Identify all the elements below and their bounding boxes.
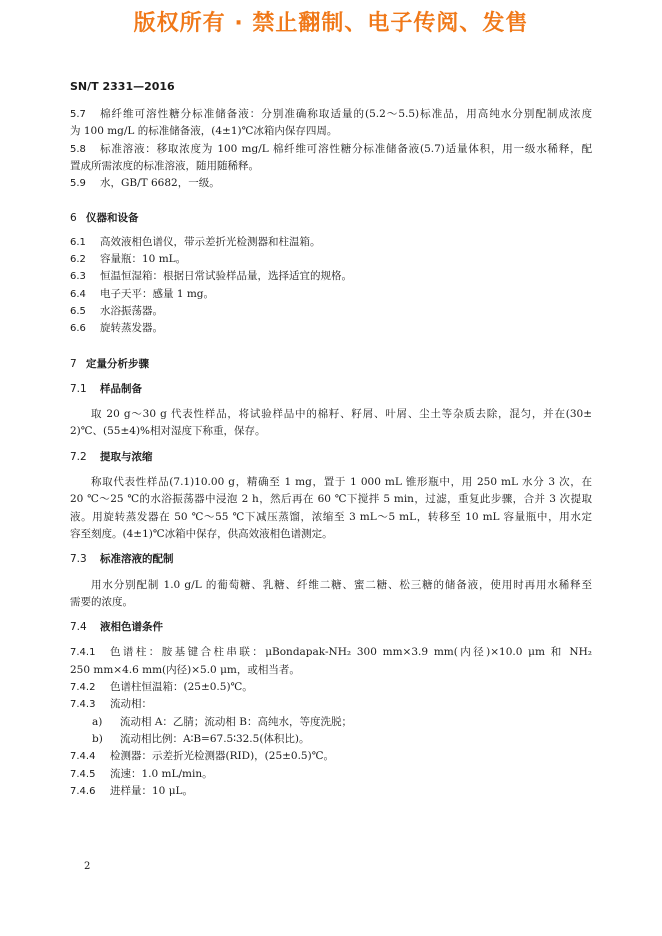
clause-7-4-2 — [70, 679, 592, 696]
clause-5-7 — [70, 106, 592, 123]
clause-number: 7.4.4 — [70, 751, 96, 763]
clause-7-4-1 — [70, 644, 592, 661]
clause-text: 高效液相色谱仪，带示差折光检测器和柱温箱。 — [100, 235, 321, 248]
clause-continuation: 250 mm×4.6 mm(内径)×5.0 μm，或相当者。 — [70, 663, 300, 676]
clause-number: 5.8 — [70, 143, 86, 155]
clause-number: 7.4.6 — [70, 785, 96, 797]
clause-text: 标准溶液：移取浓度为 100 mg/L 棉纤维可溶性糖分标准储备液(5.7)适量体积，用一级水稀释，配 — [100, 142, 592, 155]
section-7-heading — [70, 356, 592, 373]
clause-text: 棉纤维可溶性糖分标准储备液：分别准确称取适量的(5.2～5.5)标准品，用高纯水分别配制成浓度 — [100, 108, 592, 120]
subsection-7-2-heading — [70, 449, 592, 466]
clause-text: 色谱柱：胺基键合柱串联：μBondapak-NH₂ 300 mm×3.9 mm(内径)×10.0 μm 和 NH₂ — [110, 646, 592, 659]
clause-number: 6.1 — [70, 236, 86, 248]
paragraph-line: 20 ℃～25 ℃的水浴振荡器中浸泡 2 h，然后再在 60 ℃下搅拌 5 min，过滤，重复此步骤，合并 3 次提取 — [70, 493, 592, 506]
clause-6-2 — [70, 251, 592, 268]
list-item-text: 流动相比例：A∶B=67.5∶32.5(体积比)。 — [120, 732, 310, 745]
subsection-number: 7.1 — [70, 382, 87, 395]
clause-7-4-5 — [70, 766, 592, 783]
clause-7-4-6 — [70, 783, 592, 800]
subsection-title: 提取与浓缩 — [100, 450, 153, 463]
paragraph-line: 需要的浓度。 — [70, 595, 133, 608]
clause-text: 进样量：10 μL。 — [110, 784, 193, 797]
list-item — [70, 731, 592, 748]
clause-7-4-4 — [70, 748, 592, 765]
clause-text: 水浴振荡器。 — [100, 304, 163, 317]
clause-5-8 — [70, 141, 592, 158]
list-item-text: 流动相 A：乙腈；流动相 B：高纯水，等度洗脱； — [120, 715, 352, 728]
clause-number: 6.4 — [70, 288, 86, 300]
clause-number: 7.4.1 — [70, 647, 96, 659]
page-number: 2 — [84, 861, 91, 872]
list-marker: a) — [92, 715, 103, 728]
clause-number: 5.7 — [70, 109, 86, 120]
clause-continuation: 置成所需浓度的标准溶液，随用随稀释。 — [70, 159, 259, 172]
paragraph-line: 称取代表性样品(7.1)10.00 g，精确至 1 mg，置于 1 000 mL 锥形瓶中，用 250 mL 水分 3 次，在 — [91, 476, 592, 489]
copyright-watermark: 版权所有 · 禁止翻制、电子传阅、发售 — [133, 11, 529, 36]
clause-number: 6.2 — [70, 254, 86, 266]
subsection-7-3-heading — [70, 551, 592, 568]
subsection-title: 液相色谱条件 — [100, 621, 163, 634]
clause-text: 流动相： — [110, 698, 152, 711]
subsection-7-1-heading — [70, 381, 592, 398]
clause-number: 7.4.2 — [70, 682, 96, 694]
clause-text: 流速：1.0 mL/min。 — [110, 767, 213, 780]
section-number: 7 — [70, 357, 77, 370]
clause-number: 6.6 — [70, 323, 86, 335]
paragraph-line: 用水分别配制 1.0 g/L 的葡萄糖、乳糖、纤维二糖、蜜二糖、松三糖的储备液，使用时再用水稀释至 — [91, 578, 592, 591]
list-item — [70, 714, 592, 731]
paragraph-line: 容至刻度。(4±1)℃冰箱中保存，供高效液相色谱测定。 — [70, 527, 333, 540]
clause-number: 5.9 — [70, 178, 86, 190]
clause-continuation: 为 100 mg/L 的标准储备液，(4±1)℃冰箱内保存四周。 — [70, 125, 338, 138]
clause-number: 6.5 — [70, 305, 86, 317]
page-content — [70, 106, 592, 800]
clause-6-4 — [70, 286, 592, 303]
clause-text: 水，GB/T 6682，一级。 — [100, 177, 220, 190]
paragraph-line: 取 20 g～30 g 代表性样品，将试验样品中的棉籽、籽屑、叶屑、尘土等杂质去除，混匀，并在(30± — [91, 408, 592, 421]
clause-text: 检测器：示差折光检测器(RID)，(25±0.5)℃。 — [110, 750, 334, 763]
clause-6-1 — [70, 234, 592, 251]
subsection-title: 标准溶液的配制 — [100, 553, 174, 566]
clause-text: 恒温恒湿箱：根据日常试验样品量，选择适宜的规格。 — [100, 270, 352, 283]
clause-text: 色谱柱恒温箱：(25±0.5)℃。 — [110, 681, 253, 694]
clause-6-3 — [70, 268, 592, 285]
clause-text: 电子天平：感量 1 mg。 — [100, 287, 215, 300]
clause-text: 容量瓶：10 mL。 — [100, 253, 187, 266]
standard-number: SN/T 2331—2016 — [70, 80, 175, 93]
subsection-number: 7.3 — [70, 553, 87, 566]
clause-number: 7.4.5 — [70, 768, 96, 780]
subsection-number: 7.2 — [70, 450, 87, 463]
list-marker: b) — [92, 732, 103, 745]
clause-5-9 — [70, 175, 592, 192]
section-title: 定量分析步骤 — [86, 357, 149, 370]
section-6-heading — [70, 210, 592, 227]
section-title: 仪器和设备 — [86, 212, 139, 225]
subsection-number: 7.4 — [70, 621, 87, 634]
section-number: 6 — [70, 212, 77, 225]
subsection-title: 样品制备 — [100, 382, 142, 395]
clause-6-5 — [70, 303, 592, 320]
clause-6-6 — [70, 320, 592, 337]
paragraph-line: 液。用旋转蒸发器在 50 ℃～55 ℃下减压蒸馏，浓缩至 3 mL～5 mL，转移至 10 mL 容量瓶中，用水定 — [70, 510, 592, 523]
clause-number: 6.3 — [70, 271, 86, 283]
clause-7-4-3 — [70, 696, 592, 713]
clause-number: 7.4.3 — [70, 699, 96, 711]
paragraph-line: 2)℃、(55±4)%相对湿度下称重，保存。 — [70, 425, 266, 438]
subsection-7-4-heading — [70, 619, 592, 636]
clause-text: 旋转蒸发器。 — [100, 322, 163, 335]
